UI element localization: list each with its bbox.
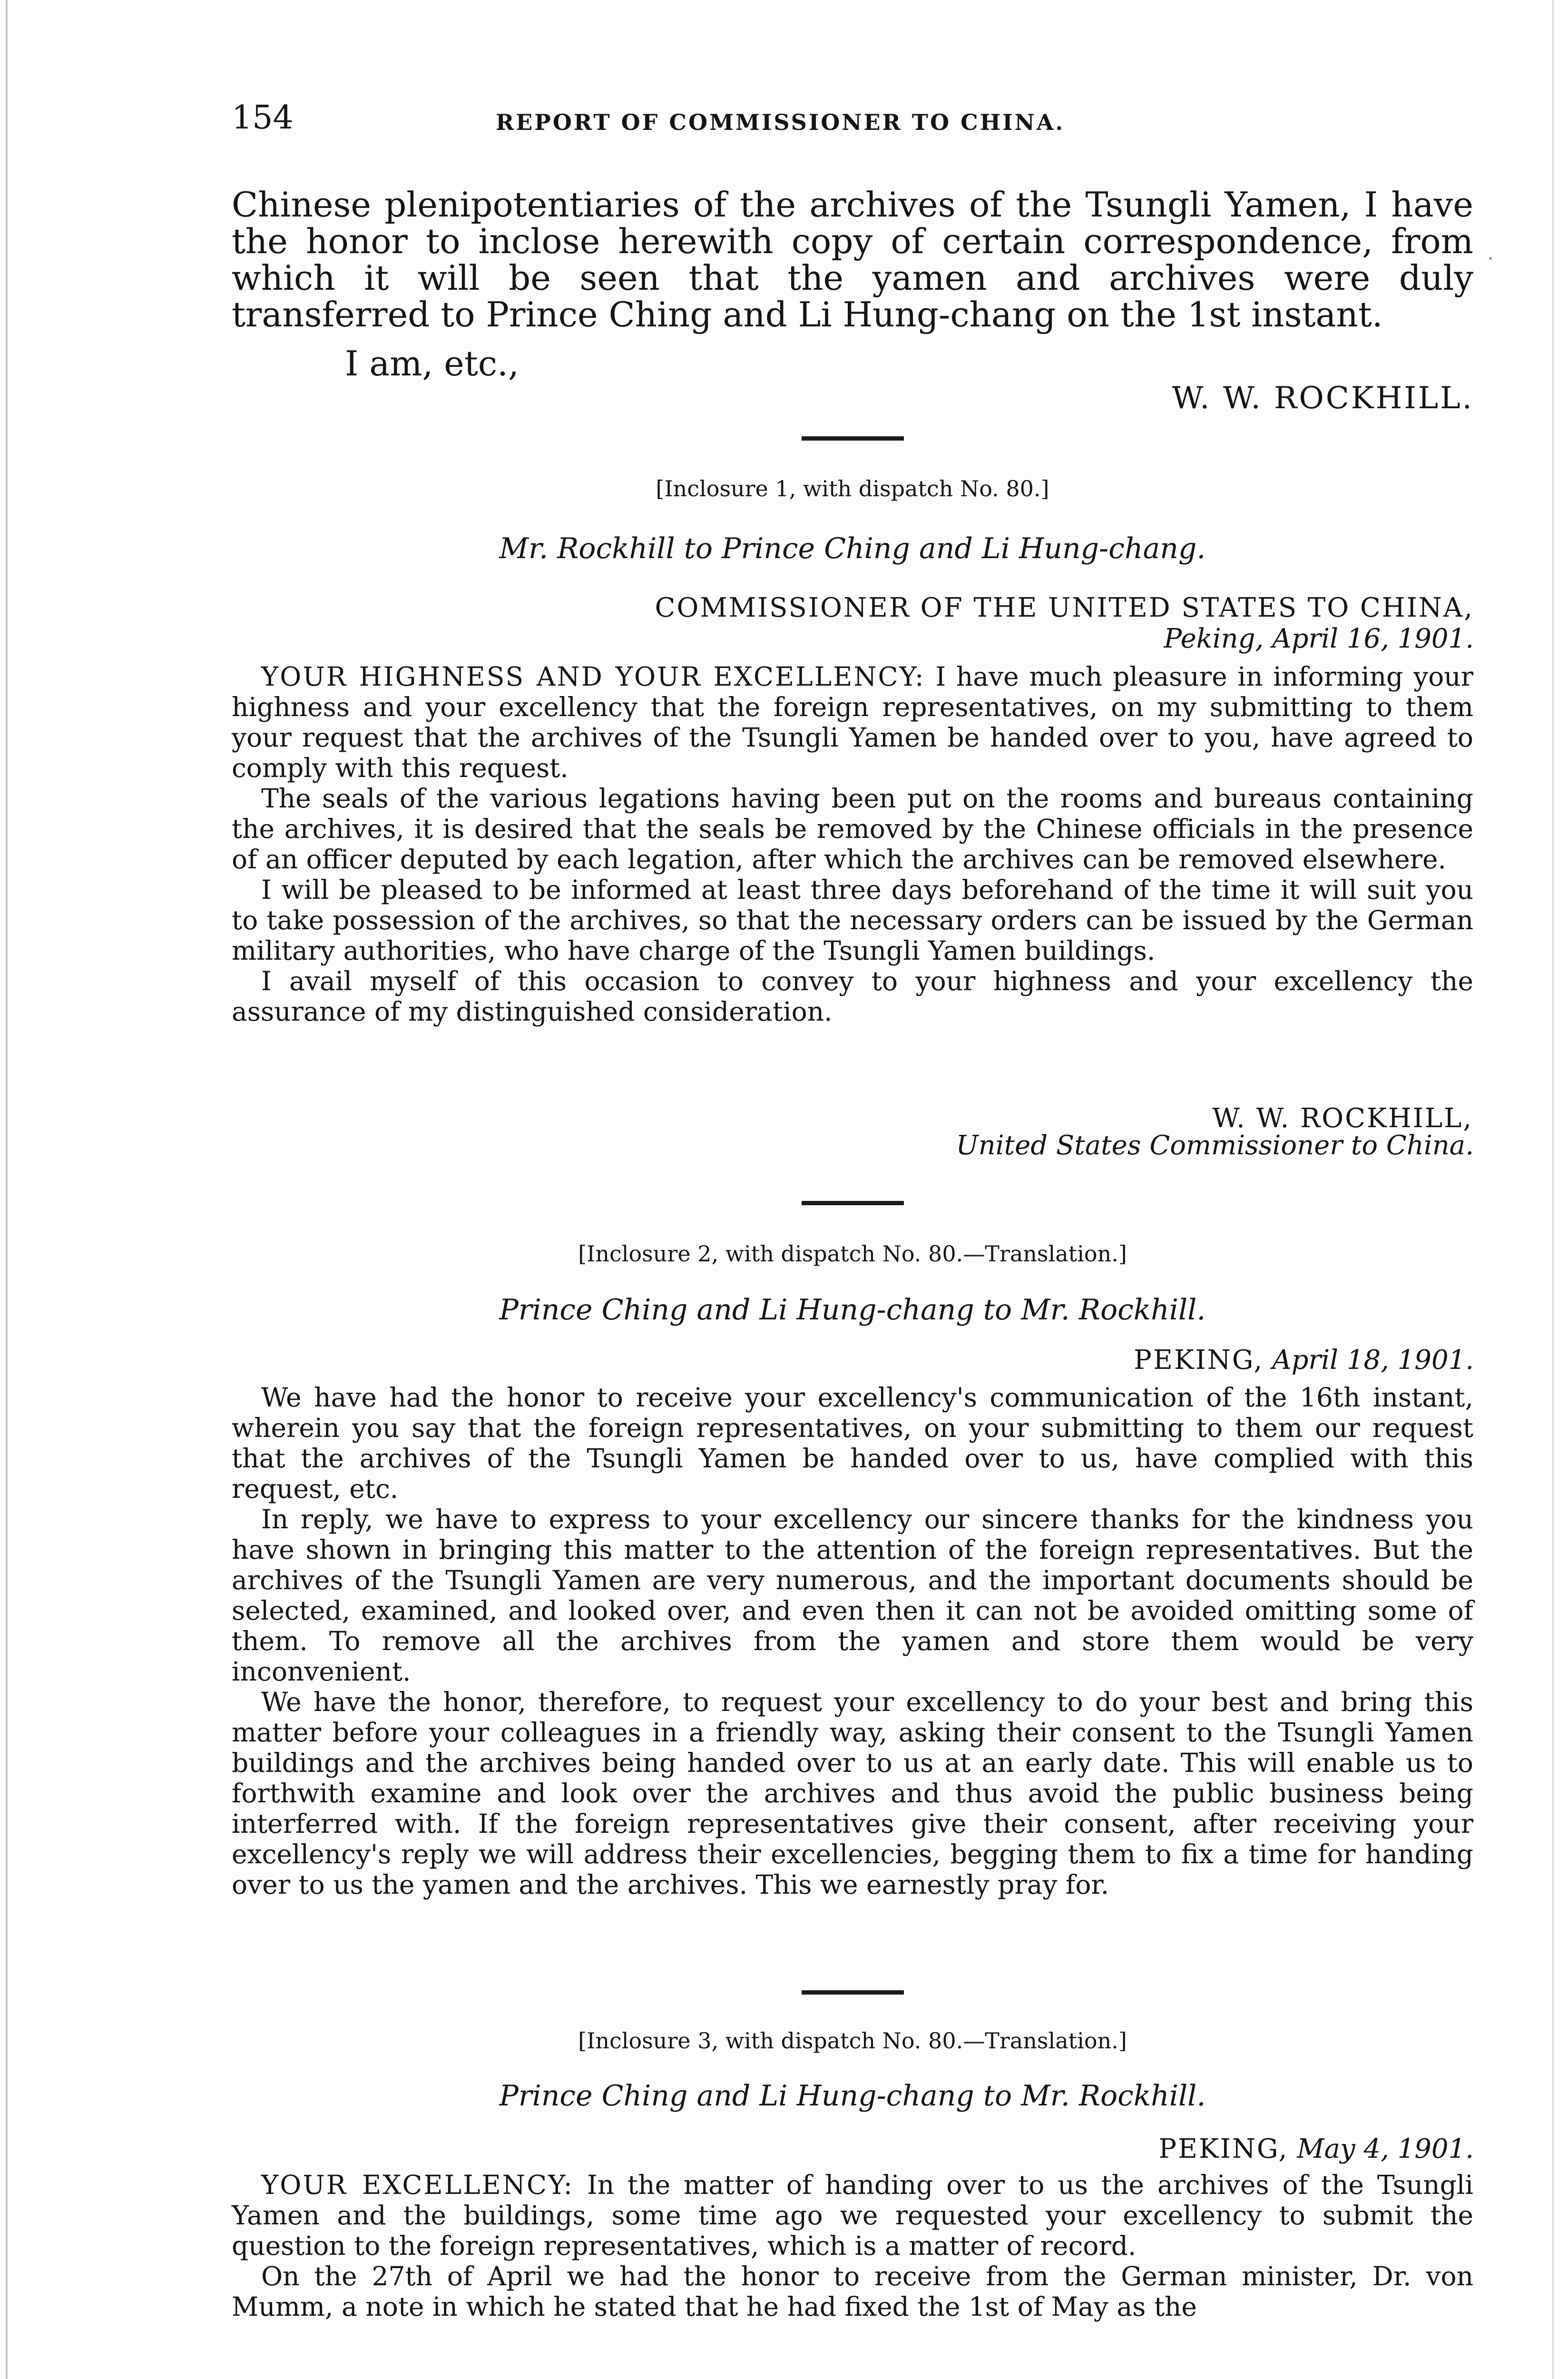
- intro-block: [232, 187, 1473, 333]
- inclosure-2-label: [Inclosure 2, with dispatch No. 80.—Translation.]: [578, 1241, 1127, 1267]
- page-number: 154: [232, 99, 294, 137]
- intro-paragraph: Chinese plenipotentiaries of the archives of the Tsungli Yamen, I have the honor to inclose herewith copy of certain correspondence, from which it will be seen that the yamen and archives were duly transferred to Prince Ching and Li Hung-chang on the 1st instant.: [232, 185, 1473, 334]
- inclosure-3-paragraph-1-text: In the matter of handing over to us the archives of the Tsungli Yamen and the buildings, some time ago we requested your excellency to submit the question to the foreign representatives, which is a matter of record.: [232, 2170, 1473, 2261]
- inclosure-3-title: Prince Ching and Li Hung-chang to Mr. Rockhill.: [499, 2079, 1206, 2113]
- inclosure-3-dateline: [1158, 2133, 1474, 2164]
- inclosure-1-salutation: YOUR HIGHNESS AND YOUR EXCELLENCY:: [261, 661, 925, 692]
- inclosure-2-dateline-date: April 18, 1901.: [1272, 1345, 1474, 1376]
- inclosure-1-dateline-place: COMMISSIONER OF THE UNITED STATES TO CHINA,: [655, 592, 1474, 623]
- scan-speck: [1489, 257, 1492, 260]
- inclosure-2-title: Prince Ching and Li Hung-chang to Mr. Rockhill.: [499, 1293, 1206, 1327]
- section-divider-2: [802, 1201, 904, 1205]
- inclosure-1-label: [Inclosure 1, with dispatch No. 80.]: [656, 476, 1049, 501]
- page-header: [232, 99, 1473, 147]
- inclosure-2-paragraph: We have the honor, therefore, to request your excellency to do your best and bring this matter before your colleagues in a friendly way, asking their consent to the Tsungli Yamen buildings and the archives being handed over to us at an early date. This will enable us to forthwith examine and look over the archives and thus avoid the public business being interferred with. If the foreign representatives give their consent, after receiving your excellency's reply we will address their excellencies, begging them to fix a time for handing over to us the yamen and the archives. This we earnestly pray for.: [232, 1687, 1473, 1900]
- inclosure-3-body: [232, 2170, 1473, 2322]
- inclosure-3-paragraph: [232, 2170, 1473, 2261]
- inclosure-3-paragraph: On the 27th of April we had the honor to receive from the German minister, Dr. von Mumm, a note in which he stated that he had fixed the 1st of May as the: [232, 2261, 1473, 2322]
- inclosure-3-label: [Inclosure 3, with dispatch No. 80.—Translation.]: [578, 2028, 1127, 2054]
- inclosure-1-dateline: [655, 592, 1474, 654]
- inclosure-1-paragraph: I will be pleased to be informed at least three days beforehand of the time it will suit you to take possession of the archives, so that the necessary orders can be issued by the German military authorities, who have charge of the Tsungli Yamen buildings.: [232, 875, 1473, 966]
- inclosure-1-dateline-date: Peking, April 16, 1901.: [1164, 623, 1474, 654]
- inclosure-3-salutation: YOUR EXCELLENCY:: [261, 2170, 574, 2200]
- intro-closing: I am, etc.,: [345, 344, 519, 383]
- inclosure-2-paragraph: In reply, we have to express to your excellency our sincere thanks for the kindness you have shown in bringing this matter to the attention of the foreign representatives. But the archives of the Tsungli Yamen are very numerous, and the important documents should be selected, examined, and looked over, and even then it can not be avoided omitting some of them. To remove all the archives from the yamen and store them would be very inconvenient.: [232, 1504, 1473, 1687]
- inclosure-1-paragraph-1-text: I have much pleasure in informing your highness and your excellency that the foreign representatives, on my submitting to them your request that the archives of the Tsungli Yamen be handed over to you, have agreed to comply with this request.: [232, 661, 1473, 783]
- page-edge-left: [6, 0, 8, 2379]
- inclosure-1-signature: W. W. ROCKHILL,: [1212, 1103, 1473, 1134]
- inclosure-1-paragraph: I avail myself of this occasion to convey to your highness and your excellency the assurance of my distinguished consideration.: [232, 966, 1473, 1027]
- section-divider-1: [802, 436, 904, 441]
- inclosure-2-paragraph: We have had the honor to receive your excellency's communication of the 16th instant, wherein you say that the foreign representatives, on your submitting to them our request that the archives of the Tsungli Yamen be handed over to us, have complied with this request, etc.: [232, 1382, 1473, 1504]
- section-divider-3: [802, 1990, 904, 1995]
- inclosure-1-body: [232, 661, 1473, 1027]
- inclosure-2-dateline: [1134, 1345, 1474, 1376]
- page-edge-right: [1552, 0, 1554, 2379]
- inclosure-1-signature-title: United States Commissioner to China.: [956, 1130, 1474, 1161]
- inclosure-2-dateline-place: PEKING,: [1134, 1345, 1264, 1376]
- inclosure-3-dateline-date: May 4, 1901.: [1297, 2133, 1474, 2164]
- intro-signature: W. W. ROCKHILL.: [1172, 381, 1474, 416]
- inclosure-1-title: Mr. Rockhill to Prince Ching and Li Hung-chang.: [499, 532, 1206, 565]
- inclosure-3-dateline-place: PEKING,: [1158, 2133, 1289, 2164]
- inclosure-2-body: [232, 1382, 1473, 1900]
- inclosure-1-paragraph: [232, 661, 1473, 783]
- inclosure-1-paragraph: The seals of the various legations having been put on the rooms and bureaus containing the archives, it is desired that the seals be removed by the Chinese officials in the presence of an officer deputed by each legation, after which the archives can be removed elsewhere.: [232, 783, 1473, 875]
- running-head: REPORT OF COMMISSIONER TO CHINA.: [496, 109, 1065, 135]
